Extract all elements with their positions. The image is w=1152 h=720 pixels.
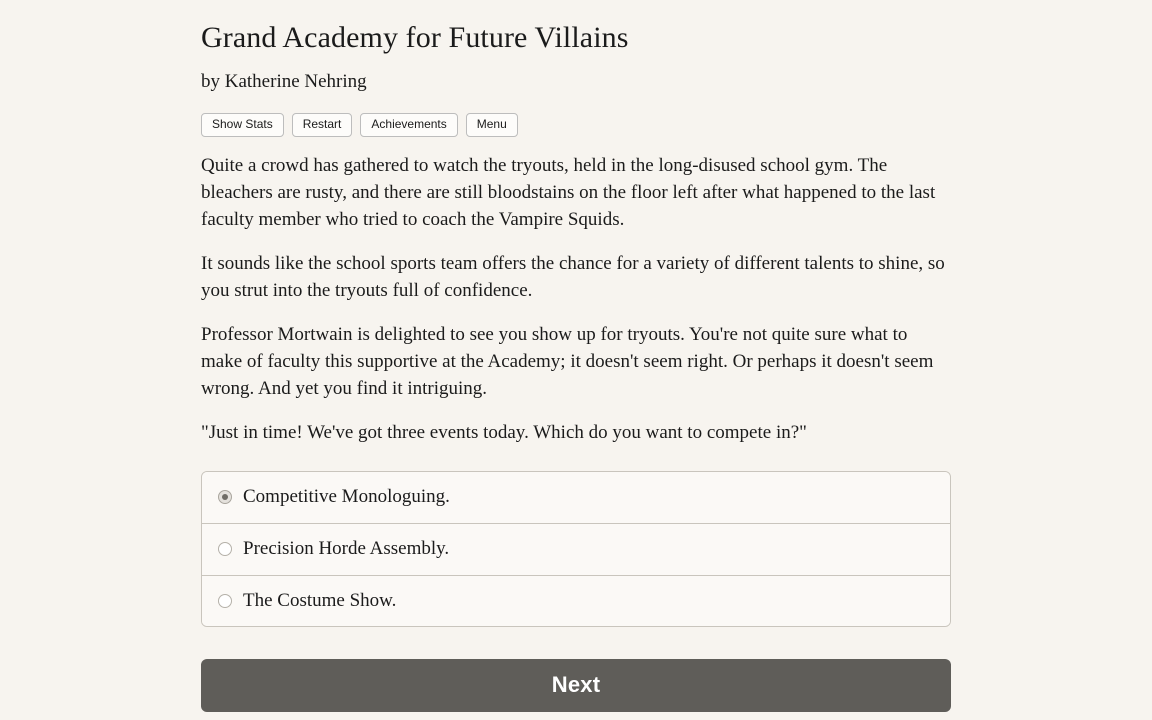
choice-option-1[interactable] bbox=[202, 472, 950, 524]
page-title: Grand Academy for Future Villains bbox=[201, 21, 629, 54]
choice-label: Competitive Monologuing. bbox=[243, 485, 450, 507]
game-page bbox=[201, 0, 951, 712]
next-button[interactable]: Next bbox=[201, 659, 951, 712]
choice-label: The Costume Show. bbox=[243, 589, 397, 611]
story-text bbox=[201, 153, 951, 447]
radio-unselected-icon[interactable] bbox=[218, 594, 232, 608]
menu-button[interactable]: Menu bbox=[466, 113, 518, 137]
toolbar bbox=[201, 113, 951, 137]
story-prompt: "Just in time! We've got three events today. Which do you want to compete in?" bbox=[201, 421, 807, 443]
restart-button[interactable]: Restart bbox=[292, 113, 353, 137]
choice-label: Precision Horde Assembly. bbox=[243, 537, 450, 559]
radio-selected-icon[interactable] bbox=[218, 490, 232, 504]
choice-list bbox=[201, 471, 951, 627]
choice-option-2[interactable] bbox=[202, 524, 950, 576]
story-paragraph: Professor Mortwain is delighted to see you show up for tryouts. You're not quite sure what to make of faculty this supportive at the Academy; it doesn't seem right. Or perhaps it doesn't seem wrong. And yet you find it intriguing. bbox=[201, 324, 934, 399]
choice-option-3[interactable] bbox=[202, 576, 950, 627]
author-byline: by Katherine Nehring bbox=[201, 71, 367, 92]
radio-unselected-icon[interactable] bbox=[218, 542, 232, 556]
achievements-button[interactable]: Achievements bbox=[360, 113, 457, 137]
story-paragraph: It sounds like the school sports team offers the chance for a variety of different talents to shine, so you strut into the tryouts full of confidence. bbox=[201, 253, 945, 302]
story-paragraph: Quite a crowd has gathered to watch the tryouts, held in the long-disused school gym. The bleachers are rusty, and there are still bloodstains on the floor left after what happened to the last faculty member who tried to coach the Vampire Squids. bbox=[201, 155, 936, 231]
show-stats-button[interactable]: Show Stats bbox=[201, 113, 284, 137]
